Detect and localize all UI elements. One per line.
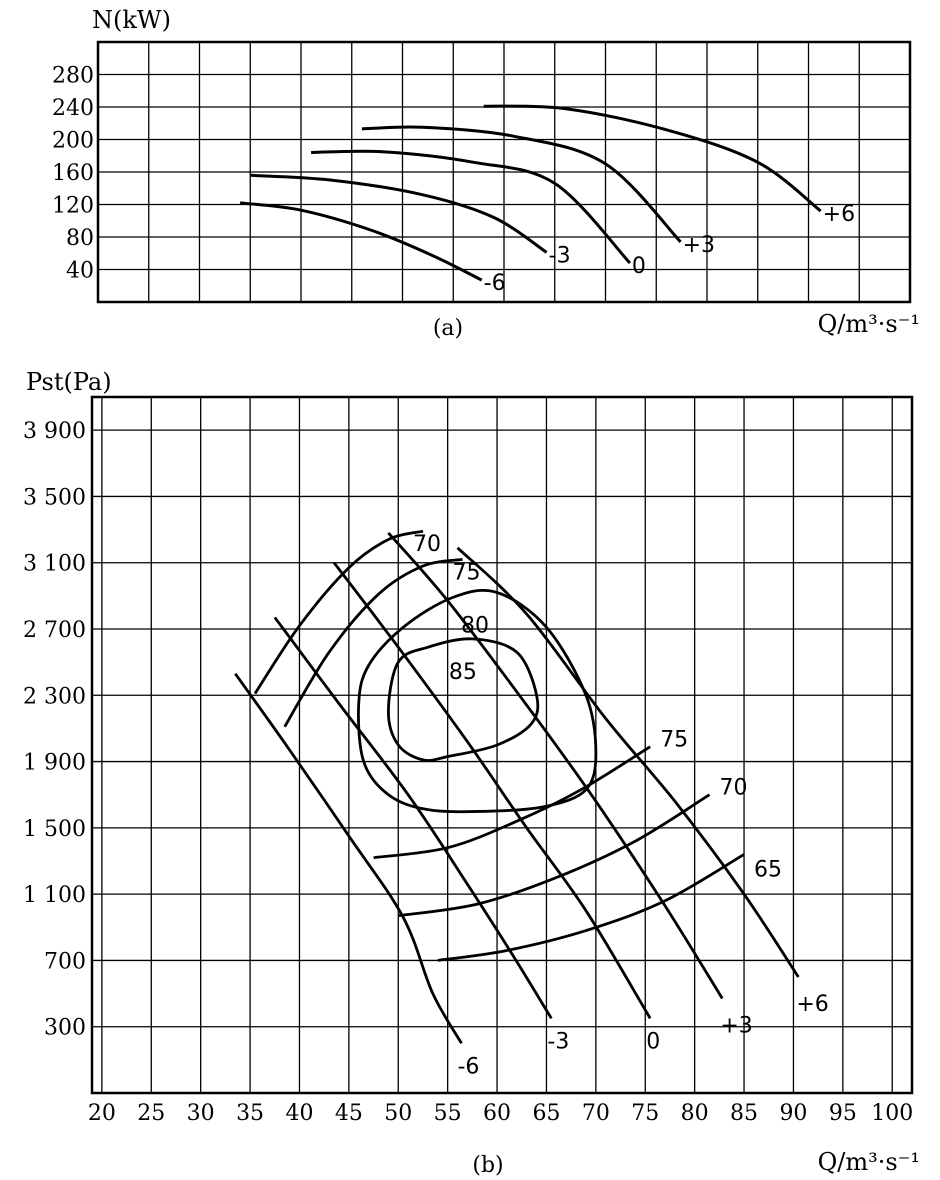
- panel-a-curve-+3: [362, 127, 681, 242]
- panel-b-contour-label: 85: [448, 659, 477, 685]
- panel-b-x-tick-label: 80: [680, 1101, 709, 1126]
- panel-a-y-tick-label: 120: [52, 193, 94, 219]
- panel-b-y-tick-label: 3 500: [23, 485, 86, 511]
- panel-b-x-axis-label: Q/m³·s⁻¹: [817, 1148, 920, 1176]
- panel-b-grid: [92, 397, 912, 1093]
- panel-b-curve-label: 65: [754, 857, 783, 883]
- panel-a-grid: [98, 42, 910, 302]
- panel-b-x-tick-label: 35: [236, 1101, 265, 1126]
- panel-b-x-ticks: [88, 1101, 913, 1126]
- panel-b: [23, 368, 920, 1178]
- panel-b-contour-label: 80: [460, 613, 489, 639]
- panel-b-x-tick-label: 50: [384, 1101, 413, 1126]
- panel-b-curve--3: [275, 617, 552, 1018]
- panel-b-curve-label: 0: [646, 1029, 661, 1055]
- panel-a-curve-label: +6: [822, 202, 856, 227]
- panel-b-x-tick-label: 75: [631, 1101, 660, 1126]
- panel-a-x-axis-label: Q/m³·s⁻¹: [817, 310, 920, 338]
- panel-a-curve-label: 0: [631, 254, 646, 279]
- panel-b-x-tick-label: 65: [532, 1101, 561, 1126]
- panel-a-curves: [240, 106, 855, 296]
- panel-b-efficiency-curve: [398, 795, 709, 916]
- panel-b-curve-label: +3: [720, 1013, 753, 1039]
- panel-b-x-tick-label: 40: [285, 1101, 314, 1126]
- panel-b-curves: [235, 531, 829, 1079]
- panel-b-x-tick-label: 45: [334, 1101, 363, 1126]
- panel-b-x-tick-label: 30: [186, 1101, 215, 1126]
- panel-b-x-tick-label: 100: [871, 1101, 914, 1126]
- panel-a-y-tick-label: 80: [66, 226, 94, 251]
- panel-a-y-axis-label: N(kW): [92, 6, 171, 34]
- panel-b-x-tick-label: 70: [581, 1101, 610, 1126]
- panel-b-x-tick-label: 90: [779, 1101, 808, 1126]
- panel-b-x-tick-label: 55: [433, 1101, 462, 1126]
- panel-b-curve-label: -3: [547, 1029, 570, 1055]
- panel-a-y-tick-label: 200: [52, 128, 94, 154]
- panel-b-y-axis-label: Pst(Pa): [26, 368, 112, 396]
- panel-b-curve-label: 70: [412, 532, 441, 558]
- panel-b-curve-label: 70: [719, 775, 748, 801]
- panel-a-curve-label: -6: [483, 271, 506, 297]
- panel-a-y-tick-label: 160: [52, 161, 94, 186]
- panel-b-curve-label: 75: [452, 560, 481, 586]
- panel-b-y-tick-label: 1 100: [23, 883, 86, 909]
- panel-b-efficiency-curve: [374, 747, 651, 858]
- panel-b-curve-label: +6: [796, 992, 829, 1017]
- panel-b-y-tick-label: 700: [44, 949, 86, 975]
- panel-a-y-tick-label: 240: [52, 96, 94, 121]
- panel-b-x-tick-label: 85: [730, 1101, 759, 1126]
- panel-b-curve-label: -6: [457, 1054, 480, 1080]
- panel-b-y-tick-label: 3 900: [23, 419, 86, 445]
- panel-b-x-tick-label: 95: [828, 1101, 857, 1126]
- panel-a-curve-label: +3: [682, 232, 716, 258]
- panel-b-y-tick-label: 2 300: [23, 684, 86, 710]
- panel-b-y-tick-label: 2 700: [23, 618, 86, 643]
- panel-b-caption: (b): [472, 1153, 504, 1178]
- panel-b-x-tick-label: 20: [87, 1101, 116, 1126]
- panel-a-y-tick-label: 40: [66, 258, 94, 284]
- panel-b-y-tick-label: 1 500: [23, 816, 86, 842]
- panel-b-y-ticks: [23, 419, 86, 1041]
- panel-a-caption: (a): [432, 316, 464, 341]
- panel-b-y-tick-label: 3 100: [23, 551, 86, 577]
- panel-b-y-tick-label: 300: [44, 1015, 86, 1041]
- panel-b-y-tick-label: 1 900: [23, 750, 86, 776]
- panel-b-curve-label: 75: [660, 727, 689, 753]
- panel-b-frame: [92, 397, 912, 1093]
- panel-a-curve-+6: [484, 106, 821, 211]
- panel-b-efficiency-contour: [388, 639, 537, 761]
- panel-a-curve--6: [240, 203, 482, 280]
- panel-b-x-tick-label: 60: [483, 1101, 512, 1126]
- panel-a-y-ticks: [52, 64, 94, 284]
- panel-a-curve-label: -3: [548, 243, 571, 269]
- panel-a: [52, 6, 920, 341]
- panel-a-y-tick-label: 280: [52, 63, 94, 89]
- panel-b-x-tick-label: 25: [137, 1101, 166, 1126]
